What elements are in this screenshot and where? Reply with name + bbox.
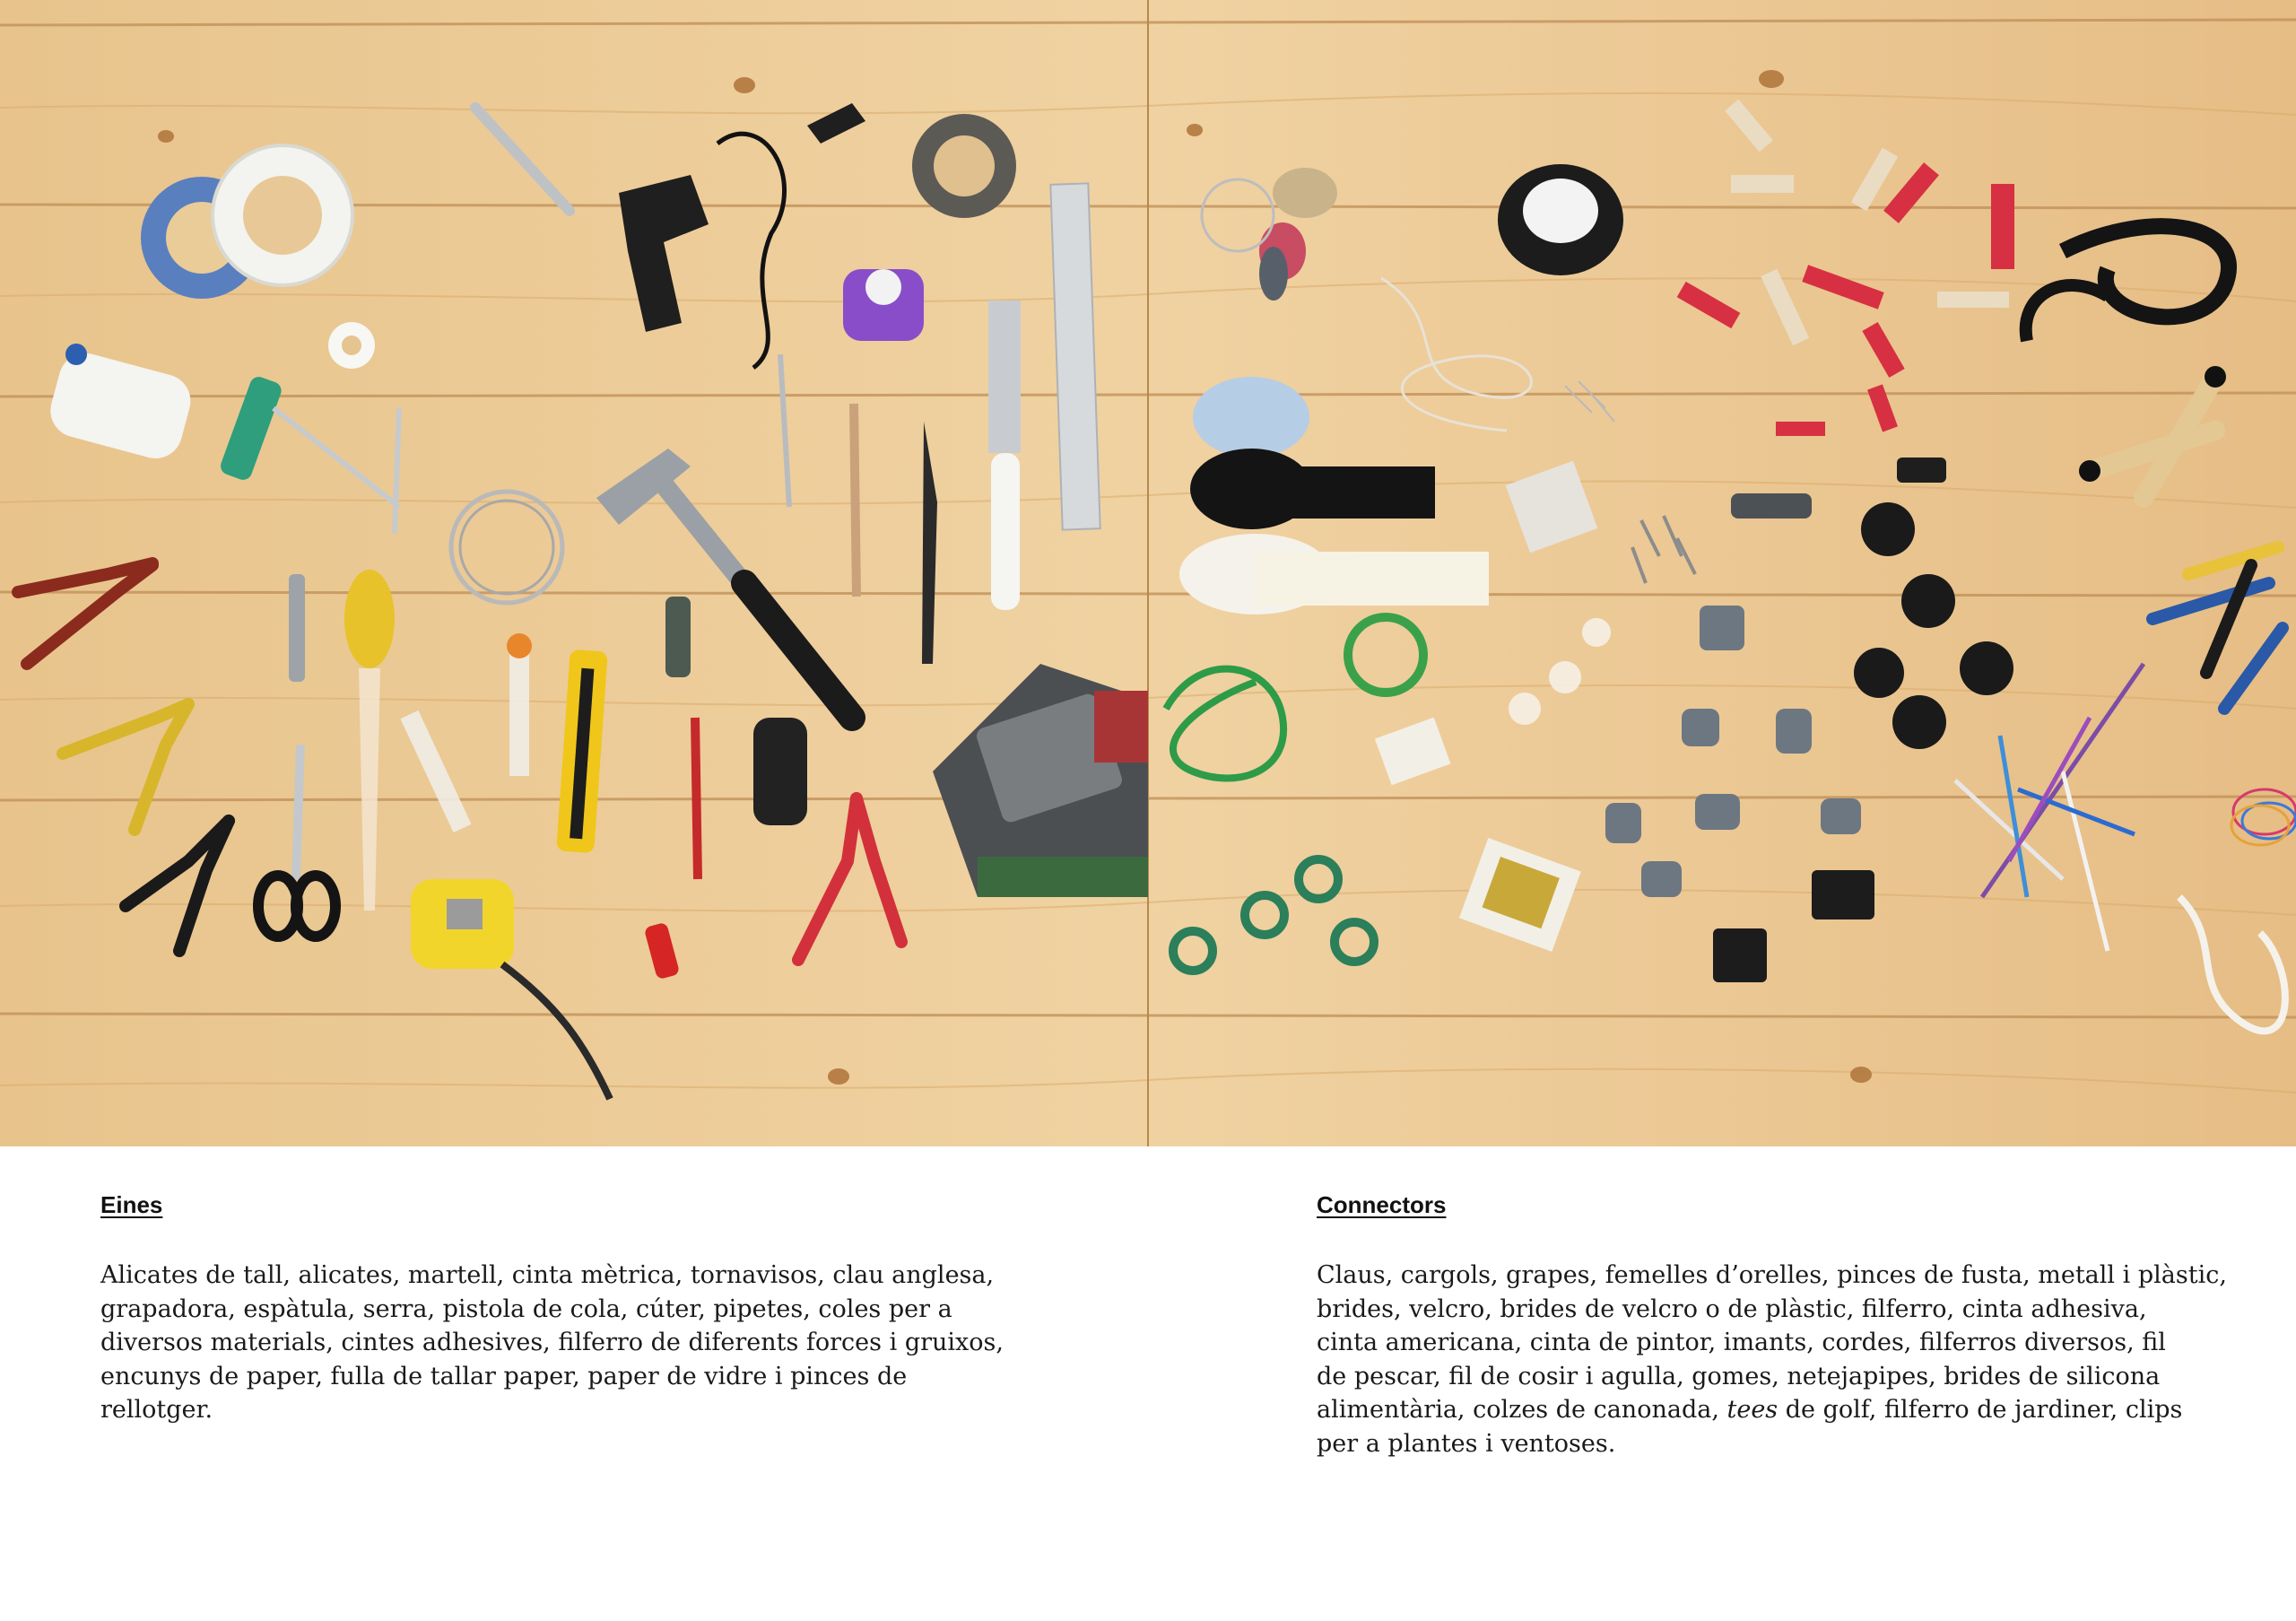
- tools-section: [100, 1191, 1087, 1427]
- tools-line: Alicates de tall, alicates, martell, cinta mètrica, tornavisos, clau anglesa,: [100, 1261, 995, 1290]
- connectors-line-start: alimentària, colzes de canonada,: [1317, 1396, 1719, 1425]
- connectors-description: [1317, 1259, 2296, 1460]
- tools-line: encunys de paper, fulla de tallar paper, paper de vidre i pinces de: [100, 1362, 908, 1390]
- tools-heading: Eines: [100, 1191, 163, 1218]
- connectors-line: brides, velcro, brides de velcro o de plàstic, filferro, cinta adhesiva,: [1317, 1294, 2147, 1323]
- tools-description: [100, 1259, 1087, 1427]
- connectors-line: cinta americana, cinta de pintor, imants, cordes, filferros diversos, fil: [1317, 1329, 2166, 1357]
- tools-line: rellotger.: [100, 1396, 213, 1425]
- tools-line: grapadora, espàtula, serra, pistola de cola, cúter, pipetes, coles per a: [100, 1294, 952, 1323]
- connectors-line: de pescar, fil de cosir i agulla, gomes, netejapipes, brides de silicona: [1317, 1362, 2161, 1390]
- connectors-line: [1317, 1393, 2296, 1427]
- connectors-line: per a plantes i ventoses.: [1317, 1429, 1616, 1458]
- connectors-line-end: de golf, filferro de jardiner, clips: [1778, 1396, 2183, 1425]
- connectors-heading: Connectors: [1317, 1191, 1447, 1218]
- connectors-section: [1317, 1191, 2296, 1460]
- tools-line: diversos materials, cintes adhesives, filferro de diferents forces i gruixos,: [100, 1329, 1004, 1357]
- tees-italic: tees: [1726, 1396, 1779, 1425]
- connectors-line: Claus, cargols, grapes, femelles d’orelles, pinces de fusta, metall i plàstic,: [1317, 1261, 2227, 1290]
